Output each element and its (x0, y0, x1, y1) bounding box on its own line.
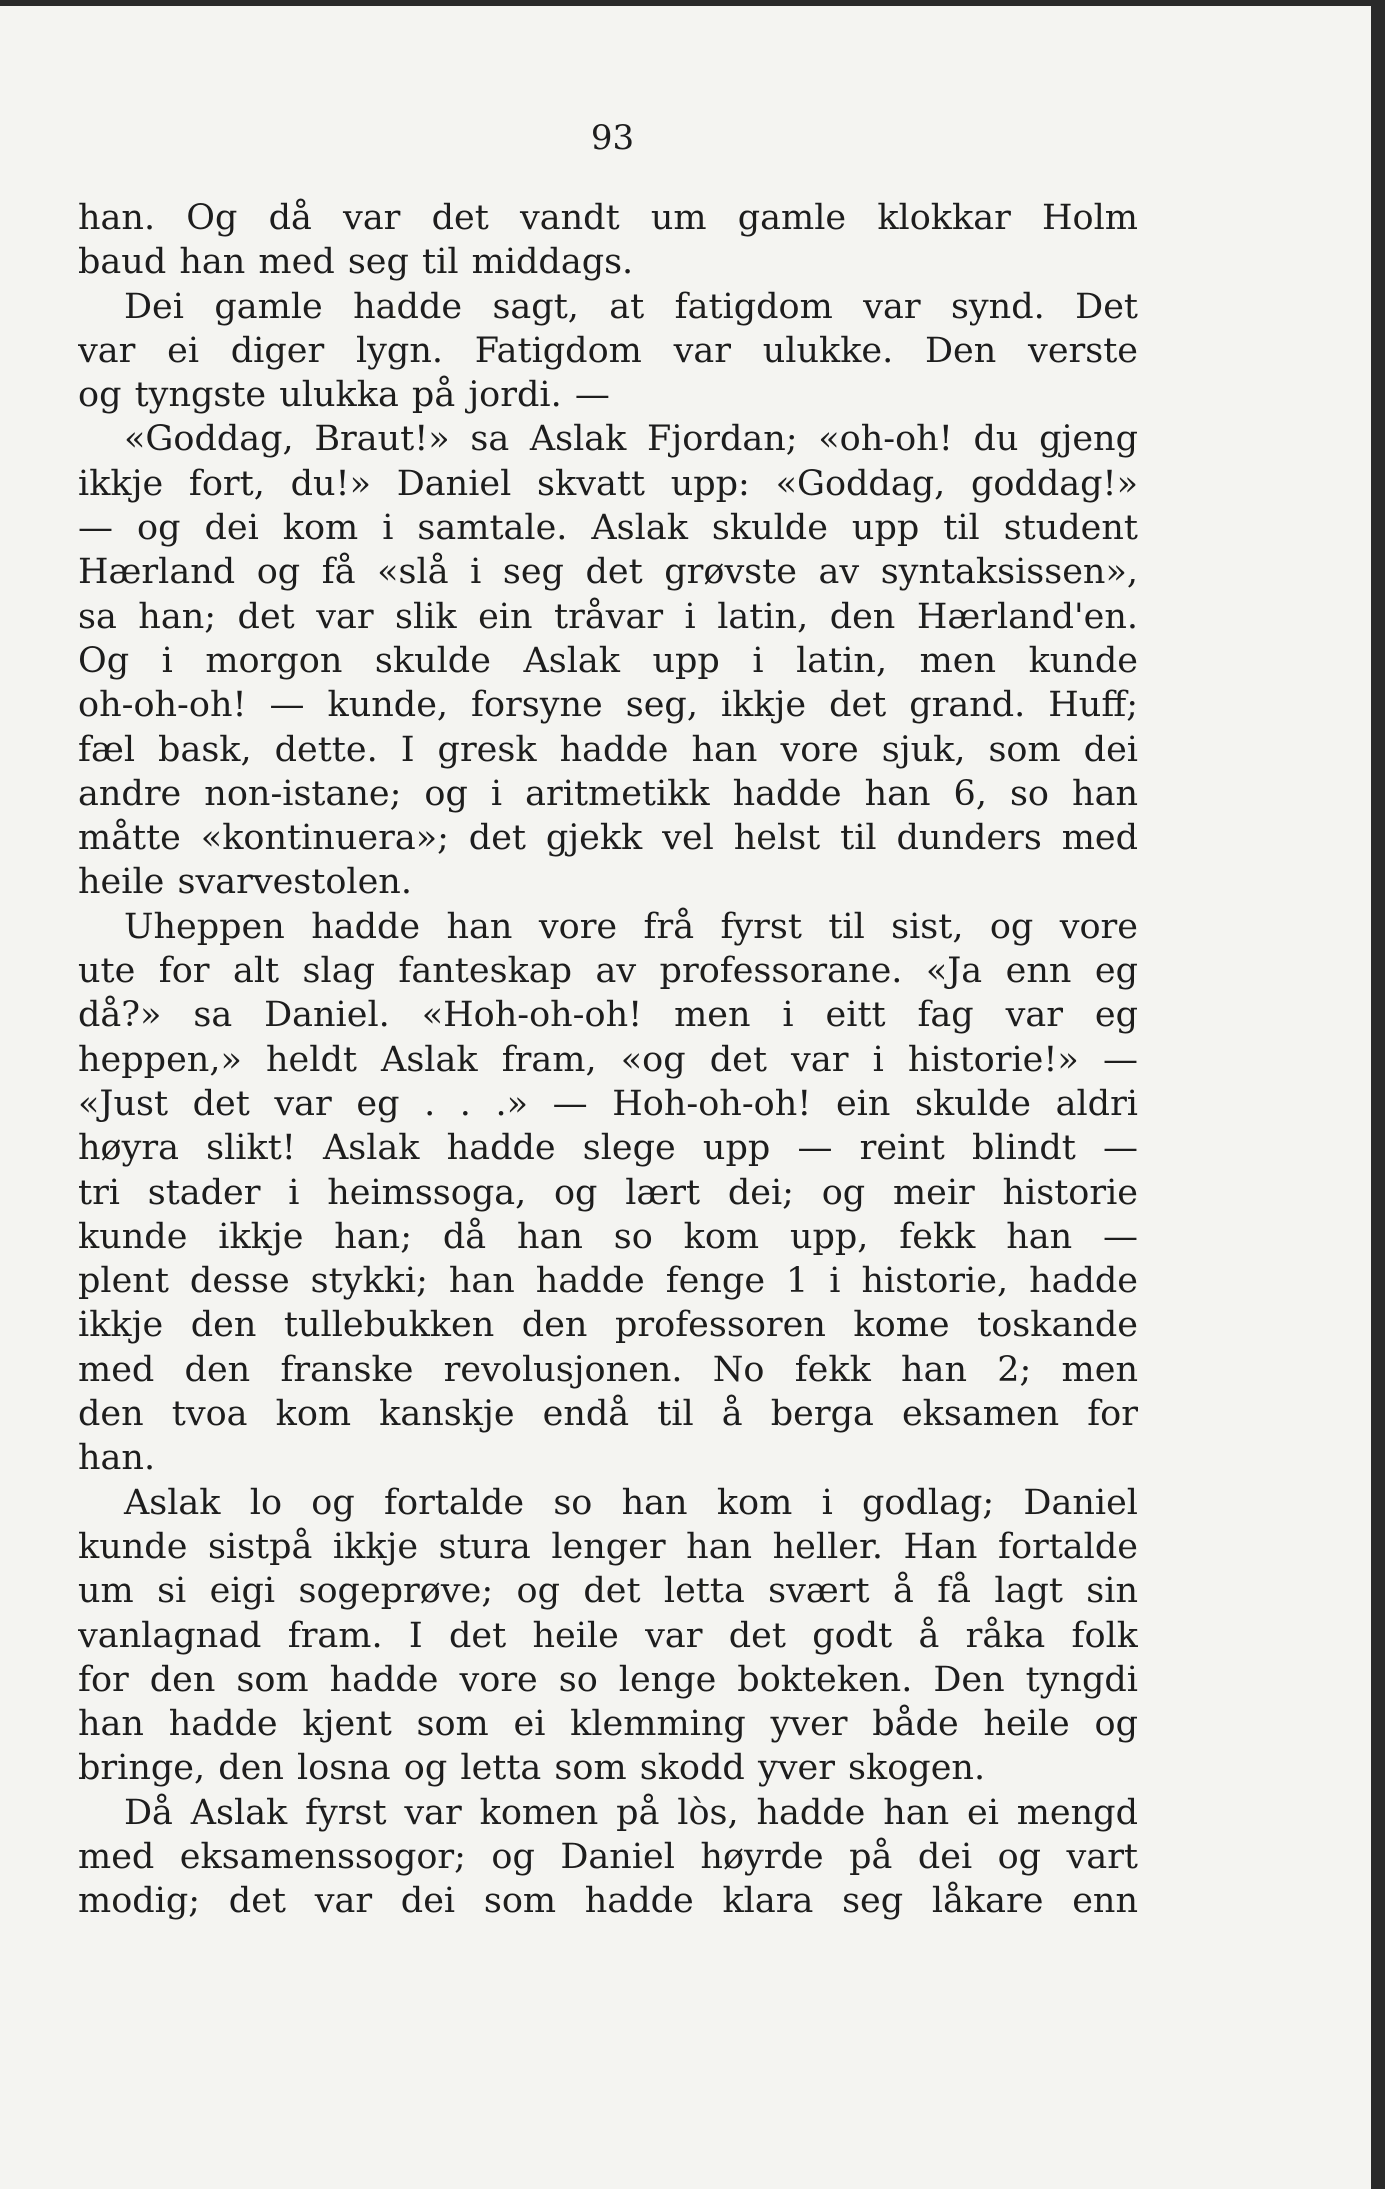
text-line: «Just det var eg . . .» — Hoh-oh-oh! ein skulde aldri (78, 1083, 1138, 1124)
text-line: vanlagnad fram. I det heile var det godt å råka folk (78, 1615, 1138, 1656)
text-line: um si eigi sogeprøve; og det letta svært å få lagt sin (78, 1571, 1138, 1612)
text-line: og tyngste ulukka på jordi. — (78, 375, 610, 416)
text-line: sa han; det var slik ein tråvar i latin, den Hærland'en. (78, 596, 1138, 637)
text-line: med den franske revolusjonen. No fekk han 2; men (78, 1349, 1138, 1390)
text-line: oh-oh-oh! — kunde, forsyne seg, ikkje det grand. Huff; (78, 685, 1138, 726)
text-line: modig; det var dei som hadde klara seg låkare enn (78, 1881, 1138, 1922)
text-line: då?» sa Daniel. «Hoh-oh-oh! men i eitt fag var eg (78, 995, 1138, 1036)
text-line: heile svarvestolen. (78, 862, 412, 903)
text-line: for den som hadde vore so lenge bokteken. Den tyngdi (78, 1659, 1138, 1700)
text-line: baud han med seg til middags. (78, 242, 634, 283)
page-number: 93 (590, 118, 635, 158)
text-line: Aslak lo og fortalde so han kom i godlag; Daniel (124, 1482, 1138, 1523)
text-line: Hærland og få «slå i seg det grøvste av syntaksissen», (78, 552, 1138, 593)
text-line: — og dei kom i samtale. Aslak skulde upp til student (78, 508, 1138, 549)
text-line: Uheppen hadde han vore frå fyrst til sist, og vore (124, 906, 1138, 947)
scan-border-right (1371, 0, 1385, 2189)
text-line: Og i morgon skulde Aslak upp i latin, men kunde (78, 640, 1138, 681)
text-line: heppen,» heldt Aslak fram, «og det var i historie!» — (78, 1039, 1138, 1080)
text-line: med eksamenssogor; og Daniel høyrde på dei og vart (78, 1836, 1138, 1877)
text-line: han hadde kjent som ei klemming yver både heile og (78, 1704, 1138, 1745)
text-line: han. (78, 1438, 156, 1479)
text-line: bringe, den losna og letta som skodd yver skogen. (78, 1748, 986, 1789)
text-line: Då Aslak fyrst var komen på lòs, hadde han ei mengd (124, 1792, 1138, 1833)
text-line: måtte «kontinuera»; det gjekk vel helst til dunders med (78, 818, 1138, 859)
text-line: fæl bask, dette. I gresk hadde han vore sjuk, som dei (78, 729, 1138, 770)
text-line: «Goddag, Braut!» sa Aslak Fjordan; «oh-oh! du gjeng (124, 419, 1138, 460)
text-line: plent desse stykki; han hadde fenge 1 i historie, hadde (78, 1261, 1138, 1302)
text-line: ikkje den tullebukken den professoren kome toskande (78, 1305, 1138, 1346)
text-line: andre non-istane; og i aritmetikk hadde han 6, so han (78, 773, 1138, 814)
text-line: han. Og då var det vandt um gamle klokkar Holm (78, 198, 1138, 238)
text-line: kunde sistpå ikkje stura lenger han heller. Han fortalde (78, 1526, 1138, 1567)
body-text (78, 196, 1138, 1924)
text-line: var ei diger lygn. Fatigdom var ulukke. Den verste (78, 330, 1138, 371)
text-line: høyra slikt! Aslak hadde slege upp — reint blindt — (78, 1128, 1138, 1169)
text-line: den tvoa kom kanskje endå til å berga eksamen for (78, 1394, 1138, 1435)
text-line: Dei gamle hadde sagt, at fatigdom var synd. Det (124, 286, 1138, 327)
text-line: tri stader i heimssoga, og lært dei; og meir historie (78, 1172, 1138, 1213)
text-line: ikkje fort, du!» Daniel skvatt upp: «Goddag, goddag!» (78, 463, 1138, 504)
text-line: kunde ikkje han; då han so kom upp, fekk han — (78, 1216, 1138, 1257)
scan-border-top (0, 0, 1385, 6)
text-line: ute for alt slag fanteskap av professorane. «Ja enn eg (78, 951, 1138, 992)
